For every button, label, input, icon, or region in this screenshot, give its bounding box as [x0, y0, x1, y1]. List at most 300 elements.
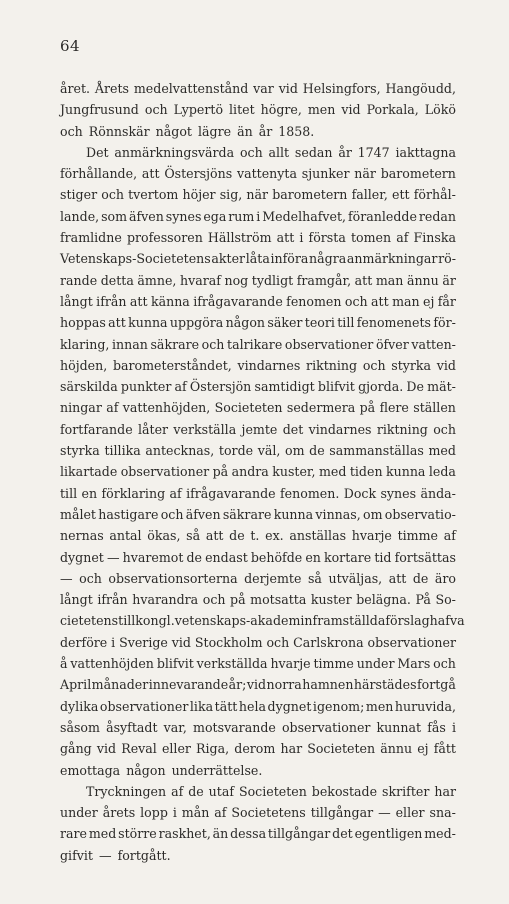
word: och: [344, 293, 368, 309]
word: tillika: [104, 443, 141, 459]
word: år;: [228, 677, 247, 693]
word: motsvarande: [193, 719, 276, 735]
word: öfver: [375, 336, 409, 352]
word: ej: [417, 741, 429, 757]
text-line: [60, 760, 456, 781]
text-line: [60, 589, 456, 610]
word: vid: [278, 81, 298, 96]
word: sna-: [429, 805, 456, 821]
word: såsom: [60, 719, 100, 735]
word: Helsingfors,: [302, 81, 381, 96]
word: förslag: [385, 613, 430, 629]
word: synes: [380, 485, 417, 501]
word: något: [155, 123, 192, 139]
word: än: [212, 826, 229, 842]
word: af: [171, 783, 184, 799]
word: fortgå: [416, 677, 456, 693]
word: och: [433, 421, 456, 437]
word: fått: [433, 741, 456, 757]
text-line: [60, 674, 456, 695]
word: utaf: [208, 783, 234, 799]
word: antal: [109, 528, 142, 544]
word: tätt: [214, 698, 238, 714]
word: till: [60, 485, 78, 501]
word: jemte: [241, 421, 278, 437]
text-line: [60, 525, 456, 546]
word: observationer: [99, 698, 189, 714]
word: kuster: [310, 592, 352, 608]
word: vattenhöjden: [70, 656, 154, 672]
word: väl,: [257, 443, 281, 459]
word: om: [285, 443, 305, 459]
word: Sverige: [119, 634, 168, 650]
word: höjden,: [60, 357, 108, 373]
word: sedan: [294, 144, 333, 160]
word: tillgångar: [267, 826, 331, 842]
word: eller: [395, 805, 425, 821]
word: under: [60, 805, 98, 821]
word: åsyftadt: [106, 719, 158, 735]
word: —: [106, 549, 120, 565]
word: 1858.: [278, 123, 315, 139]
word: Medelhafvet,: [262, 208, 347, 224]
word: ställen: [413, 400, 456, 416]
word: hvaremot: [122, 549, 184, 565]
word: med: [88, 826, 117, 842]
word: Riga,: [196, 741, 230, 757]
text-line: [60, 802, 456, 823]
word: det: [282, 421, 304, 437]
text-line: [60, 78, 456, 99]
word: i: [451, 719, 456, 735]
text-line: [60, 248, 456, 269]
word: belägna.: [356, 592, 411, 608]
word: innevarande: [148, 677, 229, 693]
word: å: [60, 656, 68, 672]
word: låter: [137, 421, 169, 437]
text-line: [60, 547, 456, 568]
word: Det: [86, 144, 109, 160]
word: som: [101, 208, 128, 224]
word: framgår,: [296, 272, 352, 288]
word: med-: [424, 826, 456, 842]
word: lande,: [60, 208, 100, 224]
word: på: [359, 400, 376, 416]
text-line: [60, 270, 456, 291]
word: derjemte: [244, 570, 302, 586]
text-line: [60, 696, 456, 717]
word: ex.: [265, 528, 284, 544]
word: de: [188, 783, 204, 799]
text-line: [60, 483, 456, 504]
word: innan: [112, 336, 148, 352]
word: mät-: [427, 379, 456, 395]
word: med: [428, 443, 456, 459]
word: bekostade: [311, 783, 378, 799]
word: skrifter: [382, 783, 430, 799]
word: att: [205, 528, 224, 544]
word: faller,: [351, 187, 388, 203]
word: ifrågavarande: [186, 485, 276, 501]
word: större: [118, 826, 157, 842]
word: observationer: [367, 634, 456, 650]
word: ej: [423, 293, 435, 309]
word: de: [229, 528, 245, 544]
word: på: [212, 464, 229, 480]
word: Hangöudd,: [385, 81, 456, 96]
page-number: 64: [60, 37, 81, 55]
word: Östersjöns: [164, 166, 233, 182]
word: Societeten: [307, 741, 376, 757]
word: införa: [270, 251, 309, 267]
word: likartade: [60, 464, 118, 480]
word: rare: [60, 826, 88, 842]
text-line: [60, 632, 456, 653]
word: teori: [304, 315, 335, 331]
word: motsatta: [250, 592, 307, 608]
word: rande: [60, 272, 98, 288]
word: På: [415, 592, 431, 608]
word: man: [392, 293, 420, 309]
word: hafva: [429, 613, 465, 629]
text-line: [60, 419, 456, 440]
word: mån: [181, 805, 210, 821]
word: timme: [397, 528, 438, 544]
word: tillgångar: [310, 805, 374, 821]
word: derom: [234, 741, 276, 757]
text-line: [60, 823, 456, 844]
text-line: [60, 397, 456, 418]
word: norra: [266, 677, 302, 693]
word: under: [356, 656, 395, 672]
word: observatio-: [384, 506, 456, 522]
word: flere: [379, 400, 409, 416]
word: blifvit: [156, 656, 194, 672]
word: det: [332, 826, 353, 842]
text-line: [60, 291, 456, 312]
word: när: [246, 187, 269, 203]
word: att: [354, 272, 373, 288]
word: hamnen: [302, 677, 354, 693]
word: med: [318, 464, 347, 480]
word: —: [98, 847, 112, 863]
text-line: [60, 206, 456, 227]
word: ifrågavarande: [193, 293, 283, 309]
word: Mars: [397, 656, 431, 672]
word: styrka: [391, 357, 432, 373]
word: Stockholm: [194, 634, 263, 650]
word: en: [305, 549, 321, 565]
word: och: [433, 656, 456, 672]
word: ifrån: [97, 592, 128, 608]
word: Porkala,: [366, 102, 419, 118]
text-line: [60, 121, 456, 142]
text-line: [60, 781, 456, 802]
text-line: [60, 312, 456, 333]
word: antecknas,: [145, 443, 215, 459]
word: punkter: [120, 379, 172, 395]
word: har: [434, 783, 456, 799]
word: månader: [91, 677, 149, 693]
word: vid: [341, 102, 361, 118]
word: kunna: [385, 464, 426, 480]
word: fortsättas: [394, 549, 456, 565]
text-line: [60, 99, 456, 120]
word: och: [239, 144, 263, 160]
word: förhållande,: [60, 166, 138, 182]
word: sedermera: [286, 400, 356, 416]
word: hoppas: [60, 315, 106, 331]
word: om: [363, 506, 383, 522]
word: observationsorterna: [108, 570, 238, 586]
word: anställas: [289, 528, 347, 544]
word: fortgått.: [117, 847, 171, 863]
word: låta: [245, 251, 270, 267]
text-line: [60, 440, 456, 461]
word: och: [362, 357, 386, 373]
word: vid: [96, 741, 117, 757]
word: föranledde: [347, 208, 417, 224]
word: af: [396, 230, 409, 246]
word: Östersjön: [189, 379, 252, 395]
word: och: [160, 506, 184, 522]
word: af: [214, 805, 227, 821]
word: redan: [418, 208, 456, 224]
word: observationer: [281, 719, 371, 735]
word: anmärkningsvärda: [114, 144, 235, 160]
word: hastigare: [98, 506, 159, 522]
word: på: [230, 592, 246, 608]
word: dygnet: [60, 549, 104, 565]
word: målet: [60, 506, 96, 522]
word: men: [307, 102, 336, 118]
body-text: [60, 78, 465, 866]
word: uppgöra: [169, 315, 224, 331]
word: säker: [267, 315, 303, 331]
word: de: [186, 549, 203, 565]
word: Societetens: [231, 805, 306, 821]
word: årets: [102, 805, 136, 821]
word: till: [118, 613, 136, 629]
word: underrättelse.: [171, 762, 263, 778]
word: barometern: [272, 187, 348, 203]
word: har: [280, 741, 303, 757]
word: ämne,: [137, 272, 177, 288]
word: hvarje: [270, 656, 311, 672]
word: af: [169, 485, 182, 501]
word: vid: [171, 634, 191, 650]
word: att: [388, 570, 407, 586]
word: och: [101, 187, 124, 203]
word: höjer: [182, 187, 216, 203]
text-line: [60, 845, 456, 866]
word: fenomenets: [356, 315, 432, 331]
word: nog: [224, 272, 249, 288]
word: raskhet,: [158, 826, 211, 842]
word: och: [60, 123, 83, 139]
word: April: [60, 677, 92, 693]
word: endast: [205, 549, 248, 565]
word: vinnas,: [315, 506, 361, 522]
word: de: [309, 443, 325, 459]
word: säkrare: [150, 336, 200, 352]
word: leda: [428, 464, 456, 480]
word: man: [375, 272, 404, 288]
word: förhål-: [413, 187, 456, 203]
word: kongl.: [135, 613, 175, 629]
word: cietetens: [60, 613, 119, 629]
word: klaring,: [60, 336, 110, 352]
word: lopp: [140, 805, 168, 821]
word: och: [144, 102, 168, 118]
word: år: [338, 144, 352, 160]
word: tydligt: [251, 272, 294, 288]
word: att: [129, 293, 148, 309]
text-line: [60, 738, 456, 759]
word: torde: [218, 443, 254, 459]
word: Finska: [413, 230, 456, 246]
word: ännu: [406, 272, 439, 288]
word: och: [201, 336, 225, 352]
word: i: [172, 805, 177, 821]
word: när: [354, 166, 376, 182]
word: sjunker: [301, 166, 350, 182]
word: Jungfrusund: [60, 102, 139, 118]
word: att: [108, 315, 126, 331]
word: detta: [100, 272, 134, 288]
word: Hällström: [207, 230, 272, 246]
word: hvarandra: [132, 592, 199, 608]
word: tvertom: [128, 187, 179, 203]
word: kunna: [273, 506, 314, 522]
word: emottaga: [60, 762, 121, 778]
word: i: [111, 634, 116, 650]
word: tiden: [349, 464, 383, 480]
word: synes: [165, 208, 202, 224]
word: nernas: [60, 528, 104, 544]
text-line: [60, 461, 456, 482]
word: framställda: [312, 613, 386, 629]
word: så: [307, 570, 322, 586]
word: andra: [231, 464, 269, 480]
word: vetenskaps-akademin: [174, 613, 313, 629]
word: var: [253, 81, 274, 96]
word: får: [437, 293, 456, 309]
word: vatten-: [411, 336, 456, 352]
word: —: [378, 805, 391, 821]
word: riktning: [376, 421, 428, 437]
word: att: [371, 293, 389, 309]
word: förklaring: [101, 485, 166, 501]
word: äfven: [185, 506, 221, 522]
word: af: [106, 400, 119, 416]
text-line: [60, 184, 456, 205]
text-line: [60, 355, 456, 376]
word: 1747: [357, 144, 390, 160]
word: någon: [225, 315, 266, 331]
word: Lökö: [424, 102, 456, 118]
word: verkställa: [173, 421, 237, 437]
word: rum: [228, 208, 255, 224]
word: hvaraf: [179, 272, 221, 288]
word: att: [141, 166, 160, 182]
word: till: [337, 315, 355, 331]
word: litet: [229, 102, 255, 118]
word: gång: [60, 741, 92, 757]
word: och: [202, 592, 226, 608]
word: vindarnes: [237, 357, 301, 373]
word: vattenhöjden,: [122, 400, 211, 416]
word: säkrare: [222, 506, 272, 522]
word: talrikare: [227, 336, 283, 352]
word: dygnet: [267, 698, 312, 714]
word: professoren: [126, 230, 203, 246]
word: ifrån: [96, 293, 127, 309]
word: utväljas,: [328, 570, 383, 586]
word: derföre: [60, 634, 108, 650]
word: samtidigt: [254, 379, 315, 395]
word: särskilda: [60, 379, 118, 395]
word: hela: [238, 698, 266, 714]
word: kortare: [323, 549, 372, 565]
word: Lypertö: [173, 102, 224, 118]
word: fenomen: [286, 293, 342, 309]
word: var,: [163, 719, 187, 735]
word: en: [81, 485, 98, 501]
word: härstädes: [353, 677, 417, 693]
word: och: [79, 570, 102, 586]
word: barometerståndet,: [112, 357, 232, 373]
word: timme: [313, 656, 354, 672]
word: af: [443, 528, 456, 544]
word: är: [442, 272, 456, 288]
word: ningar: [60, 400, 102, 416]
word: —: [60, 570, 73, 586]
word: vid: [246, 677, 267, 693]
text-line: [60, 504, 456, 525]
word: första: [308, 230, 346, 246]
word: framlidne: [60, 230, 122, 246]
word: blifvit: [317, 379, 355, 395]
word: ett: [392, 187, 410, 203]
text-line: [60, 334, 456, 355]
word: igenom;: [312, 698, 365, 714]
word: lika: [189, 698, 214, 714]
word: lägre: [198, 123, 232, 139]
word: t.: [250, 528, 260, 544]
word: och: [266, 634, 290, 650]
word: Vetenskaps-Societetens: [60, 251, 211, 267]
word: stiger: [60, 187, 98, 203]
text-line: [60, 376, 456, 397]
word: observationer: [284, 336, 374, 352]
word: långt: [60, 592, 93, 608]
word: barometern: [380, 166, 456, 182]
word: de: [412, 570, 429, 586]
word: äfven: [129, 208, 164, 224]
word: dylika: [60, 698, 99, 714]
word: för-: [433, 315, 456, 331]
word: huruvida,: [394, 698, 456, 714]
word: Societeten: [238, 783, 307, 799]
word: sammanställas: [329, 443, 424, 459]
word: So-: [435, 592, 456, 608]
word: hvarje: [351, 528, 392, 544]
word: Rönnskär: [88, 123, 150, 139]
word: sig,: [219, 187, 243, 203]
word: akter: [211, 251, 246, 267]
text-line: [60, 717, 456, 738]
